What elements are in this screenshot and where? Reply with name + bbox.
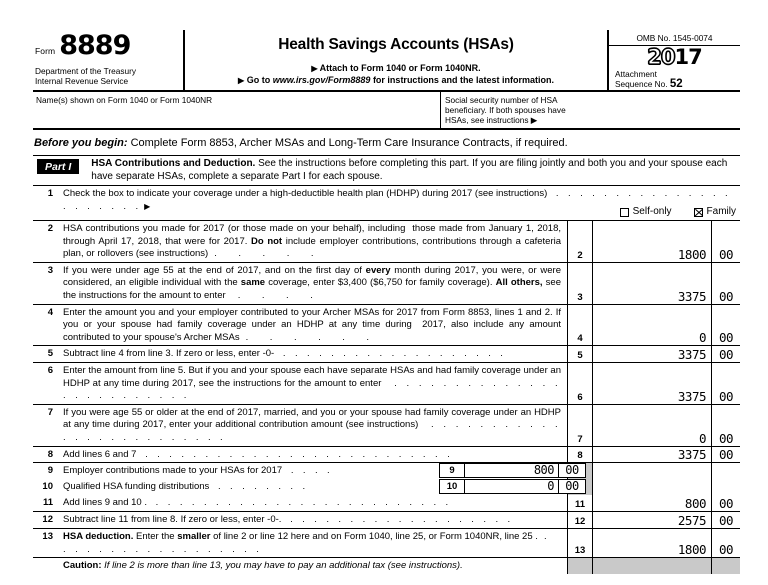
line-10-shade-c xyxy=(712,479,740,495)
line-4-amount-cell[interactable] xyxy=(567,305,740,346)
line-text-5 xyxy=(63,346,567,362)
taxpayer-identity-row xyxy=(33,92,740,130)
part-1-tag: Part I xyxy=(37,159,79,174)
line-1-arrow-icon: ▶ xyxy=(144,201,151,211)
name-field[interactable] xyxy=(33,92,440,128)
irs-form-8889 xyxy=(33,30,740,574)
part-1-heading: HSA Contributions and Deduction. xyxy=(91,158,256,169)
line-6-dollars[interactable]: 3375 xyxy=(593,363,712,404)
leader-dots-12: . . . . . . . . . . . . . . . . . . . xyxy=(284,514,514,526)
attachment-label: Attachment xyxy=(615,69,657,79)
triangle-bullet-icon: ▶ xyxy=(311,64,318,73)
caution-text xyxy=(63,558,567,574)
line-3-amount-cell[interactable] xyxy=(567,263,740,304)
caution-spacer xyxy=(33,558,63,574)
line-text-6: Enter the amount from line 5. But if you and your spouse each have separate HSAs and had family coverage under an HDHP at any time during 2017, see the instructions for the amount to enter . . . . . . . . . . . . . . . . . . . . . . . . . xyxy=(63,364,561,402)
line-4-dollars[interactable]: 0 xyxy=(593,305,712,346)
line-13-amount-cell[interactable] xyxy=(567,529,740,557)
line-8-instruction: Add lines 6 and 7 xyxy=(63,448,137,460)
goto-url[interactable]: www.irs.gov/Form8889 xyxy=(272,75,371,85)
ssn-label-line-1: Social security number of HSA xyxy=(445,95,558,105)
line-7-amount-cell[interactable] xyxy=(567,405,740,446)
leader-dots-9: . . . . xyxy=(284,465,334,477)
form-header xyxy=(33,30,740,92)
caution-body: If line 2 is more than line 13, you may have to pay an additional tax (see instructions). xyxy=(101,560,463,572)
form-word-label: Form xyxy=(35,45,56,56)
line-5-cents[interactable]: 00 xyxy=(718,346,734,362)
line-number-6: 6 xyxy=(47,364,53,376)
line-10-shaded-cell xyxy=(567,479,740,495)
line-5-box-number: 5 xyxy=(568,346,593,362)
caution-shade-a xyxy=(568,558,593,574)
line-9-dollars[interactable]: 800 xyxy=(465,464,559,477)
line-number-2: 2 xyxy=(47,223,53,234)
leader-dots-1: . . . . . . . . . . . . . . . . . . . . . . xyxy=(63,188,732,212)
line-3-dollars[interactable]: 3375 xyxy=(593,263,712,304)
line-10-cents[interactable]: 00 xyxy=(565,479,579,494)
omb-block xyxy=(607,30,740,90)
line-12-amount-cell[interactable] xyxy=(567,512,740,528)
form-title-block xyxy=(185,30,607,90)
line-row-8 xyxy=(33,447,740,464)
leader-dots-8: . . . . . . . . . . . . . . . . . . . . . . . . . . xyxy=(139,448,454,460)
line-2-dollars[interactable]: 1800 xyxy=(593,221,712,262)
self-only-checkbox[interactable] xyxy=(620,208,629,217)
line-row-4 xyxy=(33,305,740,347)
line-10-dollars[interactable]: 0 xyxy=(465,480,559,493)
line-9-cents[interactable]: 00 xyxy=(565,463,579,478)
page-title: Health Savings Accounts (HSAs) xyxy=(278,36,514,53)
part-1-lines xyxy=(33,186,740,574)
line-9-shade-c xyxy=(712,463,740,479)
line-number-1: 1 xyxy=(47,188,53,199)
line-12-instruction: Subtract line 11 from line 8. If zero or less, enter -0-. xyxy=(63,514,282,526)
name-field-label: Name(s) shown on Form 1040 or Form 1040NR xyxy=(36,95,213,105)
line-row-6 xyxy=(33,363,740,405)
sequence-number: 52 xyxy=(669,78,683,90)
self-only-option[interactable] xyxy=(620,206,672,219)
line-13-cents[interactable]: 00 xyxy=(718,542,734,558)
caution-shade-b xyxy=(593,558,712,574)
before-you-begin-note xyxy=(33,130,740,155)
line-5-dollars[interactable]: 3375 xyxy=(593,346,712,362)
line-9-shade-b xyxy=(593,463,712,479)
part-1-header xyxy=(33,155,740,186)
line-9-instruction: Employer contributions made to your HSAs for 2017 xyxy=(63,465,283,477)
part-1-description xyxy=(91,158,740,183)
line-12-box-number: 12 xyxy=(568,512,593,528)
line-13-dollars[interactable]: 1800 xyxy=(593,529,712,557)
line-number-4: 4 xyxy=(47,306,53,318)
attach-instruction xyxy=(185,63,607,73)
line-row-10 xyxy=(33,479,740,495)
line-11-amount-cell[interactable] xyxy=(567,495,740,511)
line-2-box-number: 2 xyxy=(568,221,593,262)
family-option[interactable] xyxy=(694,206,736,219)
goto-prefix: Go to xyxy=(246,75,271,85)
attachment-sequence xyxy=(609,69,740,89)
line-8-cents[interactable]: 00 xyxy=(718,447,734,463)
line-7-box-number: 7 xyxy=(568,405,593,446)
line-10-amount-cell[interactable] xyxy=(439,479,586,494)
before-you-begin-text: Complete Form 8853, Archer MSAs and Long-Term Care Insurance Contracts, if required. xyxy=(127,137,568,149)
line-4-box-number: 4 xyxy=(568,305,593,346)
family-label: Family xyxy=(706,206,736,218)
line-number-10: 10 xyxy=(42,481,53,493)
line-row-5 xyxy=(33,346,740,363)
line-text-11 xyxy=(63,495,567,511)
ssn-label-line-2: beneficiary. If both spouses have xyxy=(445,105,566,116)
line-8-dollars[interactable]: 3375 xyxy=(593,447,712,463)
family-checkbox[interactable] xyxy=(694,208,703,217)
line-11-cents[interactable]: 00 xyxy=(718,496,734,512)
part-1-heading-rest: See the instructions before completing this part. If you are filing jointly and both you and your spouse each have separate HSAs, complete a separate Part I for each spouse. xyxy=(91,158,728,182)
line-text-8 xyxy=(63,447,567,463)
line-row-1 xyxy=(33,186,740,221)
line-row-2 xyxy=(33,221,740,263)
line-6-amount-cell[interactable] xyxy=(567,363,740,404)
leader-dots-5: . . . . . . . . . . . . . . . . . . . xyxy=(276,348,507,360)
line-9-amount-cell[interactable] xyxy=(439,463,586,478)
department-line-2: Internal Revenue Service xyxy=(35,76,129,87)
line-text-4: Enter the amount you and your employer contributed to your Archer MSAs for 2017 from Form 8853, lines 1 and 2. If you or your spouse had family coverage under an HDHP at any time during 2017, also include any amount contributed to your spouse's Archer MSAs . . . . . . xyxy=(63,306,561,343)
line-number-5: 5 xyxy=(47,348,53,360)
line-11-instruction: Add lines 9 and 10 . xyxy=(63,497,147,509)
line-11-box-number: 11 xyxy=(568,495,593,511)
line-text-7: If you were age 55 or older at the end of 2017, married, and you or your spouse had family coverage under an HDHP at any time during 2017, enter your additional contribution amount (see instructions) . . . . . . . . . . . . . . . . . . . . . . . . . xyxy=(63,406,561,443)
line-6-cents[interactable]: 00 xyxy=(718,388,734,404)
caution-label: Caution: xyxy=(63,560,102,572)
line-6-box-number: 6 xyxy=(568,363,593,404)
attach-instruction-text: Attach to Form 1040 or Form 1040NR. xyxy=(319,63,481,73)
tax-year-century: 20 xyxy=(647,45,675,69)
line-10-shade-b xyxy=(593,479,712,495)
line-text-2: HSA contributions you made for 2017 (or those made on your behalf), including those made from January 1, 2018, through April 17, 2018, that were for 2017. Do not include employer contributions, contributions through a cafeteria plan, or rollovers (see instructions) . . . . . xyxy=(63,223,562,260)
line-7-dollars[interactable]: 0 xyxy=(593,405,712,446)
line-8-amount-cell[interactable] xyxy=(567,447,740,463)
line-2-amount-cell[interactable] xyxy=(567,221,740,262)
line-text-13: HSA deduction. Enter the smaller of line 2 or line 12 here and on Form 1040, line 25, or Form 1040NR, line 25 . . . . . . . . . . . . . . . . . . . xyxy=(63,531,551,555)
before-you-begin-label: Before you begin: xyxy=(34,137,128,149)
form-number: 8889 xyxy=(59,30,131,61)
line-text-12 xyxy=(63,512,567,528)
line-12-dollars[interactable]: 2575 xyxy=(593,512,712,528)
ssn-label-line-3: HSAs, see instructions ▶ xyxy=(445,115,538,126)
line-row-12 xyxy=(33,512,740,529)
leader-dots-10: . . . . . . . . xyxy=(211,481,309,493)
line-12-cents[interactable]: 00 xyxy=(718,513,734,529)
line-10-instruction: Qualified HSA funding distributions xyxy=(63,481,210,493)
line-text-1 xyxy=(63,186,740,220)
caution-shaded-cell xyxy=(567,558,740,574)
tax-year-short: 17 xyxy=(674,45,702,69)
line-13-box-number: 13 xyxy=(568,529,593,557)
line-row-13 xyxy=(33,529,740,558)
line-4-cents[interactable]: 00 xyxy=(718,330,734,346)
triangle-bullet-icon-2: ▶ xyxy=(238,76,245,85)
line-row-11 xyxy=(33,495,740,512)
line-9-box-number: 9 xyxy=(440,464,465,477)
tax-year xyxy=(609,46,740,69)
line-2-cents[interactable]: 00 xyxy=(718,246,734,262)
omb-number: OMB No. 1545-0074 xyxy=(609,30,740,46)
line-row-9 xyxy=(33,463,740,479)
line-number-9: 9 xyxy=(47,465,53,477)
ssn-field[interactable] xyxy=(440,92,740,128)
line-1-instruction: Check the box to indicate your coverage under a high-deductible health plan (HDHP) during 2017 (see instructions) xyxy=(63,188,548,199)
caution-shade-c xyxy=(712,558,740,574)
line-number-11: 11 xyxy=(42,497,53,509)
line-11-dollars[interactable]: 800 xyxy=(593,495,712,511)
issuing-agency xyxy=(35,66,183,87)
line-number-12: 12 xyxy=(42,514,53,526)
line-5-amount-cell[interactable] xyxy=(567,346,740,362)
goto-instruction xyxy=(185,75,607,85)
line-7-cents[interactable]: 00 xyxy=(718,430,734,446)
sequence-label: Sequence No. xyxy=(615,79,668,89)
department-line-1: Department of the Treasury xyxy=(35,65,136,76)
line-9-shaded-cell xyxy=(567,463,740,479)
line-10-box-number: 10 xyxy=(440,480,465,493)
line-text-3: If you were under age 55 at the end of 2017, and on the first day of every month during 2017, you were, or were considered, an eligible individual with the same coverage, enter $3,400 ($6,750 for family coverage). All others, see the instructions for the amount to enter . . . . xyxy=(63,264,561,301)
line-number-13: 13 xyxy=(42,531,53,543)
form-identity-block xyxy=(33,30,185,90)
line-5-instruction: Subtract line 4 from line 3. If zero or less, enter -0- xyxy=(63,348,275,360)
line-number-8: 8 xyxy=(47,448,53,460)
line-number-3: 3 xyxy=(47,264,53,276)
line-row-7 xyxy=(33,405,740,447)
leader-dots-11: . . . . . . . . . . . . . . . . . . . . . . . . . xyxy=(149,497,452,509)
caution-row xyxy=(33,558,740,574)
goto-suffix: for instructions and the latest information. xyxy=(372,75,554,85)
line-number-7: 7 xyxy=(47,406,53,418)
line-row-3 xyxy=(33,263,740,305)
line-1-checkboxes xyxy=(620,206,740,219)
self-only-label: Self-only xyxy=(632,206,672,218)
line-8-box-number: 8 xyxy=(568,447,593,463)
line-3-cents[interactable]: 00 xyxy=(718,288,734,304)
line-3-box-number: 3 xyxy=(568,263,593,304)
